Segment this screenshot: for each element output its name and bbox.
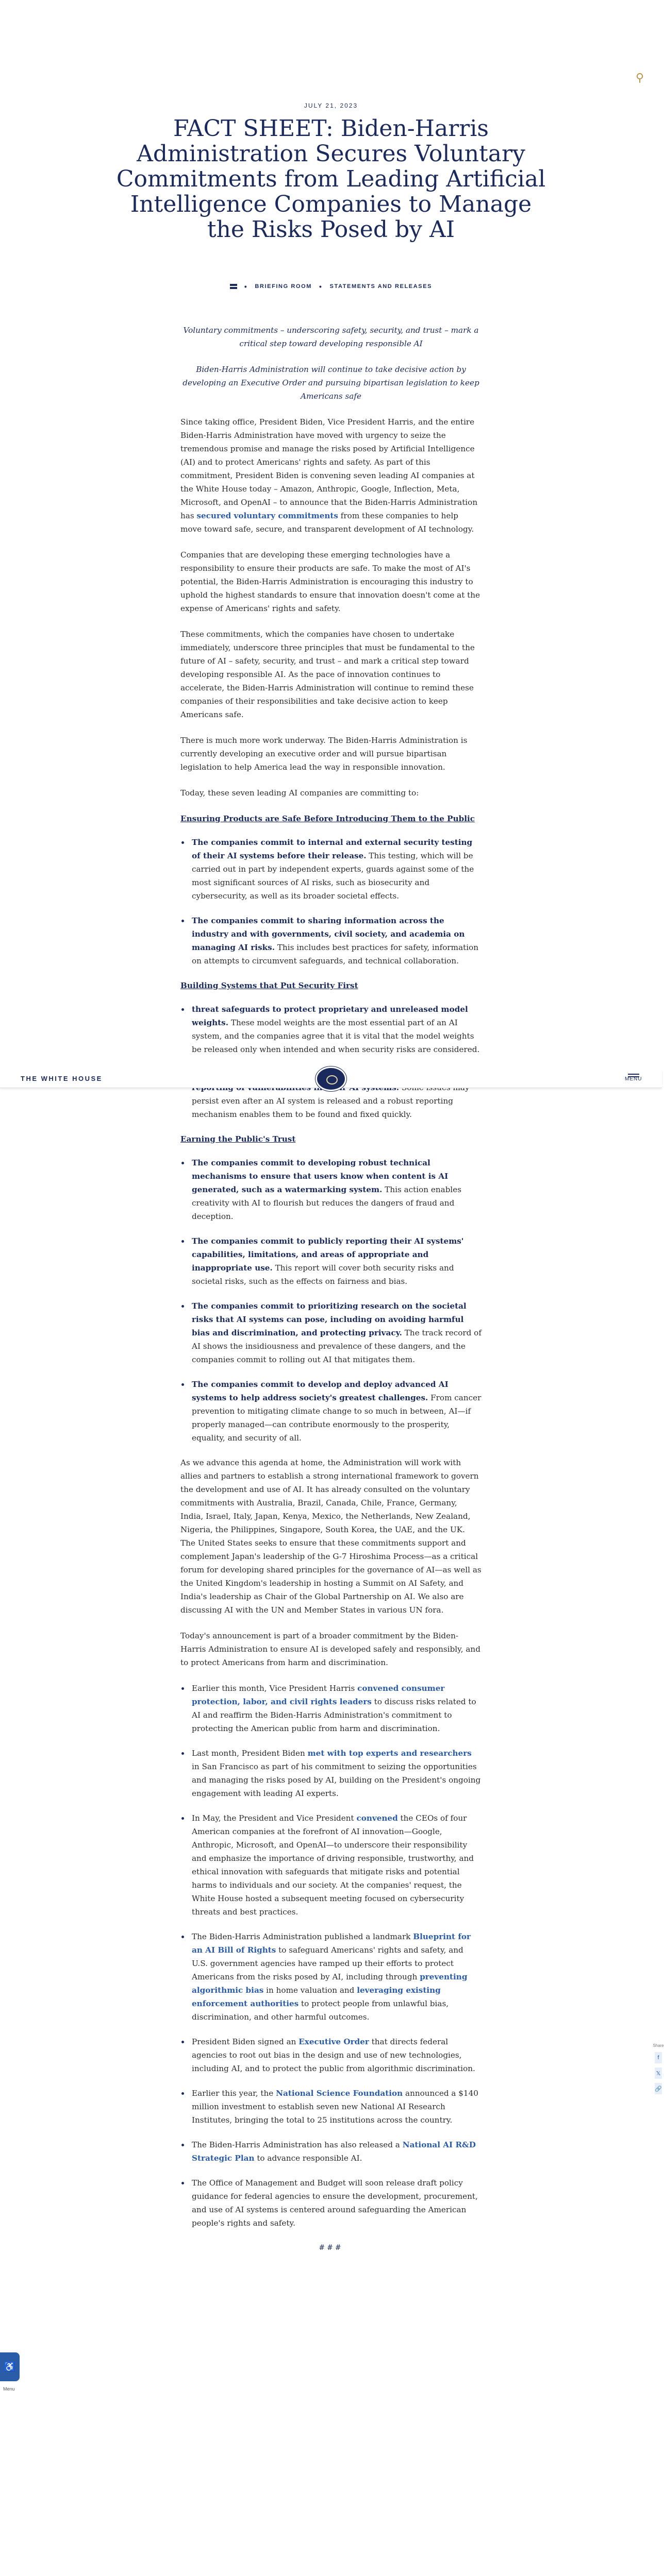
list-item: Earlier this month, Vice President Harris convened consumer protection, labor, and civil rights leaders to discuss risks related to AI and reaffirm the Biden-Harris Administration's commitment to protecting the American public from harm and discrimination. <box>180 1682 482 1735</box>
section-heading: Earning the Public's Trust <box>180 1134 296 1144</box>
list-item: In May, the President and Vice President convened the CEOs of four American companies at the forefront of AI innovation—Google, Anthropic, Microsoft, and OpenAI—to underscore their responsibility and emphasize the importance of driving responsible, trustworthy, and ethical innovation with safeguards that mitigate risks and potential harms to individuals and our society. At the companies' request, the White House hosted a subsequent meeting focused on cybersecurity threats and best practices. <box>180 1811 482 1919</box>
list-item: The companies commit to develop and deploy advanced AI systems to help address society's greatest challenges. From cancer prevention to mitigating climate change to so much in between, AI—if properly managed—can contribute enormously to the prosperity, equality, and security of all. <box>180 1378 482 1445</box>
nsf-link[interactable]: National Science Foundation <box>276 2089 403 2098</box>
briefing-room-link[interactable]: BRIEFING ROOM <box>255 283 312 290</box>
paragraph: Today, these seven leading AI companies are committing to: <box>180 788 419 798</box>
enforcement-link[interactable]: leveraging existing enforcement authorities <box>192 1986 441 2008</box>
list-item: The companies commit to developing robust technical mechanisms to ensure that users know when content is AI generated, such as a watermarking system. This action enables creativity with AI to flourish but reduces the dangers of fraud and deception. <box>180 1156 482 1223</box>
list-item: The companies commit to publicly reporting their AI systems' capabilities, limitations, and areas of appropriate and inappropriate use. This report will cover both security risks and societal risks, such as the effects on fairness and bias. <box>180 1234 482 1288</box>
publish-date: JULY 21, 2023 <box>304 102 358 109</box>
blueprint-link[interactable]: Blueprint for an AI Bill of Rights <box>192 1932 471 1955</box>
site-name-link[interactable]: THE WHITE HOUSE <box>21 1075 103 1082</box>
list-item: The Biden-Harris Administration has also released a National AI R&D Strategic Plan to advance responsible AI. <box>180 2138 482 2165</box>
facebook-icon[interactable]: f <box>655 2052 662 2063</box>
paragraph: Since taking office, President Biden, Vice President Harris, and the entire Biden-Harris Administration have moved with urgency to seize the tremendous promise and manage the risks posed by Artificial Intelligence (AI) and to protect Americans' rights and safety. As part of this commitment, President Biden is convening seven leading AI companies at the White House today – Amazon, Anthropic, Google, Inflection, Meta, Microsoft, and OpenAI – to announce that the Biden-Harris Administration has secured voluntary commitments from these companies to help move toward safe, secure, and transparent development of AI technology. <box>180 417 478 534</box>
accessibility-icon: ♿ <box>4 2361 16 2372</box>
page-title: FACT SHEET: Biden-Harris Administration Secures Voluntary Commitments from Leading Artificial Intelligence Companies to Manage the Risks Posed by AI <box>116 115 546 243</box>
statements-releases-link[interactable]: STATEMENTS AND RELEASES <box>329 283 433 290</box>
paragraph: These commitments, which the companies have chosen to undertake immediately, underscore three principles that must be fundamental to the future of AI – safety, security, and trust – and mark a critical step toward developing responsible AI. As the pace of innovation continues to accelerate, the Biden-Harris Administration will continue to remind these companies of their responsibilities and take decisive action to keep Americans safe. <box>180 630 475 719</box>
presidential-seal-icon[interactable] <box>316 1066 346 1091</box>
list-item: The companies commit to internal and external security testing of their AI systems before their release. This testing, which will be carried out in part by independent experts, guards against some of the most significant sources of AI risks, such as biosecurity and cybersecurity, as well as its broader societal effects. <box>180 836 482 903</box>
accessibility-label: Menu <box>3 2386 15 2392</box>
section-heading: Ensuring Products are Safe Before Introducing Them to the Public <box>180 814 475 823</box>
secured-commitments-link[interactable]: secured voluntary commitments <box>196 511 338 520</box>
x-icon[interactable]: 𝕏 <box>655 2067 662 2079</box>
article-body <box>180 324 482 2255</box>
convened-leaders-link[interactable]: convened consumer protection, labor, and civil rights leaders <box>192 1684 445 1706</box>
list-item: threat safeguards to protect proprietary and unreleased model weights. These model weights are the most essential part of an AI system, and the companies agree that it is vital that the model weights be released only when intended and when security risks are considered. <box>180 1003 482 1056</box>
lede-2: Biden-Harris Administration will continue to take decisive action by developing an Executive Order and pursuing bipartisan legislation to keep Americans safe <box>182 365 479 401</box>
list-item: persist even after an AI system is released and a robust reporting mechanism enables them to be found and fixed quickly. <box>180 1067 482 1121</box>
met-experts-link[interactable]: met with top experts and researchers <box>307 1749 472 1758</box>
link-icon[interactable]: 🔗 <box>655 2083 662 2094</box>
search-button[interactable]: ⚲ <box>635 71 644 84</box>
rd-plan-link[interactable]: National AI R&D Strategic Plan <box>192 2140 476 2163</box>
list-item: The Office of Management and Budget will soon release draft policy guidance for federal agencies to ensure the development, procurement, and use of AI systems is centered around safeguarding the American people's rights and safety. <box>180 2176 482 2230</box>
hamburger-icon <box>628 1074 639 1075</box>
algorithmic-bias-link[interactable]: preventing algorithmic bias <box>192 1972 468 1995</box>
menu-button[interactable]: MENU <box>625 1074 642 1082</box>
list-item: The Biden-Harris Administration published a landmark Blueprint for an AI Bill of Rights to safeguard Americans' rights and safety, and U.S. government agencies have ramped up their efforts to protect Americans from the risks posed by AI, including through preventing algorithmic bias in home valuation and leveraging existing enforcement authorities to protect people from unlawful bias, discrimination, and other harmful outcomes. <box>180 1930 482 2024</box>
breadcrumb <box>0 282 662 291</box>
paragraph: Companies that are developing these emerging technologies have a responsibility to ensure their products are safe. To make the most of AI's potential, the Biden-Harris Administration is encouraging this industry to uphold the highest standards to ensure that innovation doesn't come at the expense of Americans' rights and safety. <box>180 550 480 613</box>
flag-icon <box>230 284 237 289</box>
lede-1: Voluntary commitments – underscoring safety, security, and trust – mark a critical step toward developing responsible AI <box>183 326 479 348</box>
paragraph: As we advance this agenda at home, the Administration will work with allies and partners to establish a strong international framework to govern the development and use of AI. It has already consulted on the voluntary commitments with Australia, Brazil, Canada, Chile, France, Germany, India, Israel, Italy, Japan, Kenya, Mexico, the Netherlands, New Zealand, Nigeria, the Philippines, Singapore, South Korea, the UAE, and the UK. The United States seeks to ensure that these commitments support and complement Japan's leadership of the G-7 Hiroshima Process—as a critical forum for developing shared principles for the governance of AI—as well as the United Kingdom's leadership in hosting a Summit on AI Safety, and India's leadership as Chair of the Global Partnership on AI. We also are discussing AI with the UN and Member States in various UN fora. <box>180 1458 482 1615</box>
end-mark: ### <box>319 2244 343 2252</box>
share-label: Share <box>653 2043 664 2048</box>
executive-order-link[interactable]: Executive Order <box>298 2037 369 2046</box>
section-heading: Building Systems that Put Security First <box>180 981 358 990</box>
list-item: Earlier this year, the National Science Foundation announced a $140 million investment to establish seven new National AI Research Institutes, bringing the total to 25 institutions across the country. <box>180 2087 482 2127</box>
separator-dot: • <box>319 282 323 291</box>
list-item: President Biden signed an Executive Order that directs federal agencies to root out bias in the design and use of new technologies, including AI, and to protect the public from algorithmic discrimination. <box>180 2035 482 2075</box>
sticky-header <box>0 1070 662 1088</box>
paragraph: There is much more work underway. The Biden-Harris Administration is currently developing an executive order and will pursue bipartisan legislation to help America lead the way in responsible innovation. <box>180 736 468 772</box>
accessibility-button[interactable] <box>0 2352 20 2381</box>
share-bar <box>655 2043 662 2094</box>
paragraph: Today's announcement is part of a broader commitment by the Biden-Harris Administration to ensure AI is developed safely and responsibly, and to protect Americans from harm and discrimination. <box>180 1631 480 1667</box>
list-item: Last month, President Biden met with top experts and researchers in San Francisco as part of his commitment to seizing the opportunities and managing the risks posed by AI, building on the President's ongoing engagement with leading AI experts. <box>180 1747 482 1800</box>
convened-link[interactable]: convened <box>356 1814 398 1823</box>
list-item: The companies commit to sharing information across the industry and with governments, civil society, and academia on managing AI risks. This includes best practices for safety, information on attempts to circumvent safeguards, and technical collaboration. <box>180 914 482 968</box>
list-item: The companies commit to prioritizing research on the societal risks that AI systems can pose, including on avoiding harmful bias and discrimination, and protecting privacy. The track record of AI shows the insidiousness and prevalence of these dangers, and the companies commit to rolling out AI that mitigates them. <box>180 1299 482 1366</box>
separator-dot: • <box>244 282 248 291</box>
